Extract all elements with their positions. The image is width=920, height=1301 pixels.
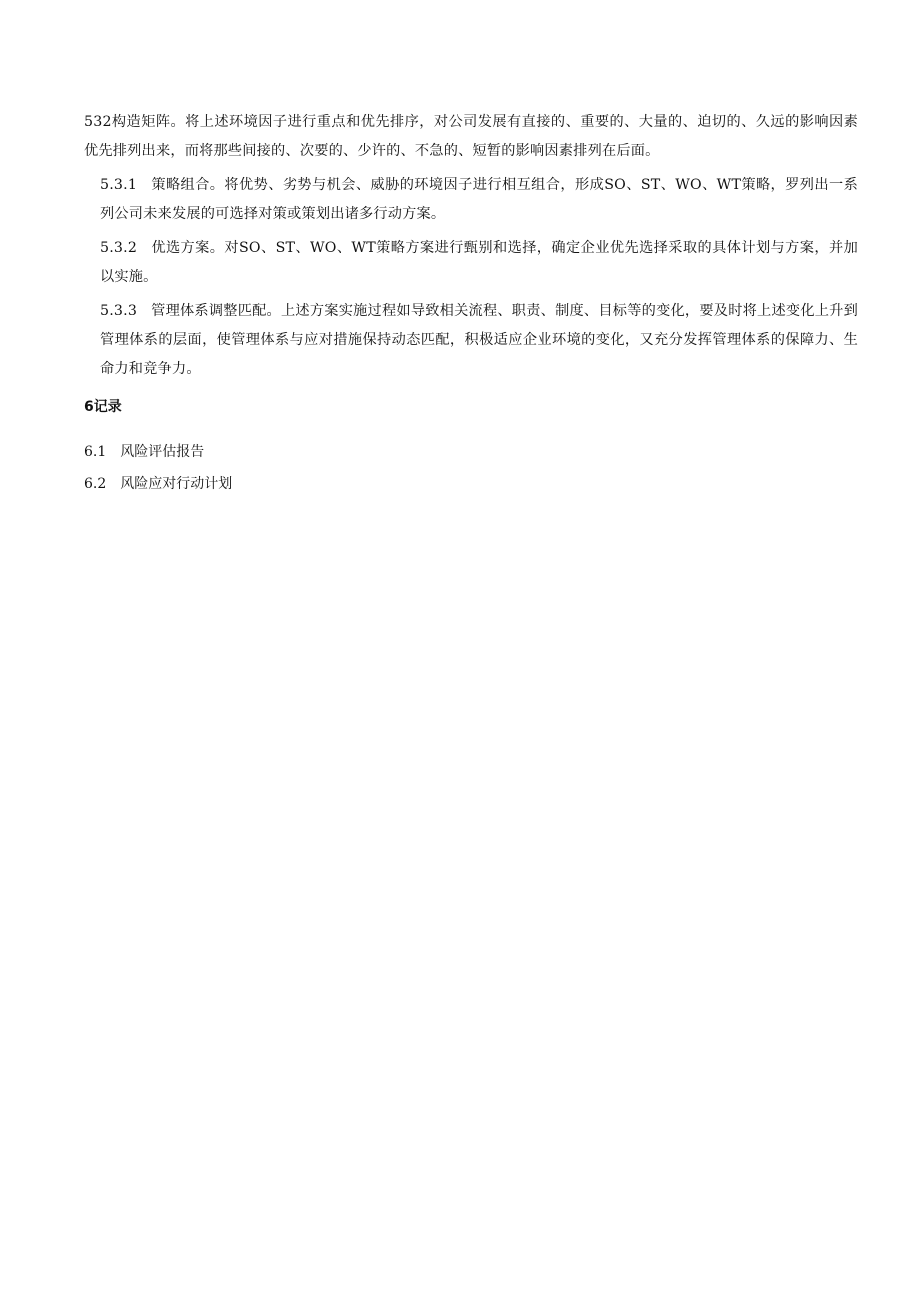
clause-number: 5.3.3: [100, 303, 138, 319]
paragraph-5-3-1-strategy-combination: [100, 171, 858, 229]
paragraph-text: 532构造矩阵。将上述环境因子进行重点和优先排序，对公司发展有直接的、重要的、大量的、迫切的、久远的影响因素优先排列出来，而将那些间接的、次要的、少许的、不急的、短暂的影响因素排列在后面。: [84, 114, 858, 159]
record-label: 风险应对行动计划: [120, 476, 233, 492]
clause-number: 5.3.2: [100, 240, 138, 256]
record-number: 6.1: [84, 444, 107, 460]
paragraph-text: 策略组合。将优势、劣势与机会、威胁的环境因子进行相互组合，形成SO、ST、WO、WT策略，罗列出一系列公司未来发展的可选择对策或策划出诸多行动方案。: [100, 177, 858, 222]
record-number: 6.2: [84, 476, 107, 492]
section-heading-records: 6记录: [84, 399, 122, 415]
record-label: 风险评估报告: [120, 444, 205, 460]
paragraph-text: 管理体系调整匹配。上述方案实施过程如导致相关流程、职责、制度、目标等的变化，要及时将上述变化上升到管理体系的层面，使管理体系与应对措施保持动态匹配，积极适应企业环境的变化，又充分发挥管理体系的保障力、生命力和竞争力。: [100, 303, 858, 377]
record-item: [84, 470, 232, 498]
paragraph-5-3-2-optimal-plan: [100, 234, 858, 292]
clause-number: 5.3.1: [100, 177, 138, 193]
paragraph-text: 优选方案。对SO、ST、WO、WT策略方案进行甄别和选择，确定企业优先选择采取的具体计划与方案，并加以实施。: [100, 240, 858, 285]
paragraph-5-3-3-system-adjustment: [100, 297, 858, 384]
record-item: [84, 438, 204, 466]
paragraph-5-3-2-matrix: [84, 108, 858, 166]
